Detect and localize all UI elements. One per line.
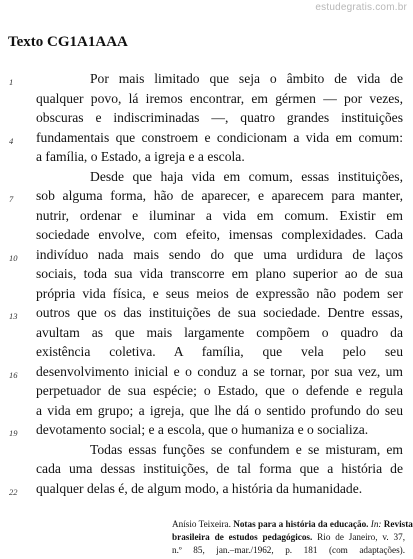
line-number: 4	[9, 135, 14, 146]
citation	[172, 518, 413, 557]
text-line	[0, 89, 413, 109]
line-number: 19	[9, 428, 18, 438]
text-line	[0, 303, 413, 323]
line-text: perpetuador de sua espécie; o Estado, que o defende e regula	[36, 383, 403, 398]
text-title: Texto CG1A1AAA	[8, 34, 128, 50]
text-line	[0, 440, 413, 460]
text-line	[0, 479, 413, 499]
line-number: 1	[9, 77, 14, 87]
line-text: a família, o Estado, a igreja e a escola.	[36, 149, 245, 164]
text-line	[0, 420, 413, 440]
text-line	[0, 147, 413, 167]
line-text: avultam as que mais largamente compõem o quadro da	[36, 324, 403, 340]
line-number: 13	[9, 311, 18, 321]
line-text: indivíduo nada mais sendo do que uma urdidura de laços	[36, 246, 403, 262]
text-line	[0, 459, 413, 479]
text-line	[0, 284, 413, 304]
line-text: outros que os das instituições de sua sociedade. Dentre essas,	[36, 305, 403, 320]
line-text: a vida em grupo; a igreja, que lhe dá o sentido profundo do seu	[36, 402, 403, 418]
text-line	[0, 264, 413, 284]
text-line	[0, 225, 413, 245]
line-text: fundamentais que constroem e condicionam a vida em comum:	[36, 129, 403, 145]
text-line	[0, 401, 413, 421]
text-line	[0, 381, 413, 401]
citation-line-3: n.º 85, jan.–mar./1962, p. 181 (com adaptações).	[172, 545, 405, 555]
line-text: existência coletiva. A família, que vela pelo seu	[36, 344, 403, 359]
text-line	[0, 128, 413, 148]
citation-author: Anísio Teixeira.	[172, 519, 231, 529]
line-text: nutrir, ordenar e iluminar a vida em comum. Existir em	[36, 207, 403, 223]
text-line	[0, 323, 413, 343]
line-text: própria vida física, e seus meios de expressão não podem ser	[36, 285, 403, 301]
citation-line-1	[172, 518, 413, 531]
line-text: Todas essas funções se confundem e se misturam, em	[90, 441, 403, 457]
text-line	[0, 342, 413, 362]
line-number: 16	[9, 369, 18, 380]
citation-line-2	[172, 531, 405, 544]
text-line	[0, 186, 413, 206]
line-text: qualquer povo, lá iremos encontrar, em gérmen — por vezes,	[36, 90, 403, 106]
citation-place: Rio de Janeiro, v. 37,	[317, 532, 405, 542]
text-line	[0, 362, 413, 382]
line-text: desenvolvimento inicial e o conduz a se tornar, por sua vez, um	[36, 363, 403, 379]
line-number: 7	[9, 194, 14, 204]
line-text: sociedade envolve, com efeito, imensas complexidades. Cada	[36, 227, 403, 242]
citation-journal: brasileira de estudos pedagógicos.	[172, 532, 313, 542]
watermark: estudegratis.com.br	[315, 2, 407, 13]
line-number: 10	[9, 252, 18, 263]
text-line	[0, 108, 413, 128]
line-text: Por mais limitado que seja o âmbito de vida de	[90, 71, 403, 86]
line-text: qualquer delas é, de algum modo, a história da humanidade.	[36, 480, 363, 496]
citation-work: Notas para a história da educação.	[233, 519, 369, 529]
line-text: sob alguma forma, hão de aparecer, e aparecem para manter,	[36, 188, 403, 203]
line-text: Desde que haja vida em comum, essas instituições,	[90, 168, 403, 184]
text-line	[0, 206, 413, 226]
text-line	[0, 167, 413, 187]
line-text: obscuras e indiscriminadas —, quatro grandes instituições	[36, 110, 403, 125]
text-body	[0, 69, 413, 498]
text-line	[0, 245, 413, 265]
citation-in: In:	[370, 519, 382, 529]
citation-journal-start: Revista	[383, 519, 413, 529]
line-number: 22	[9, 486, 18, 497]
line-text: devotamento social; e a escola, que o humaniza e o socializa.	[36, 422, 369, 437]
text-line	[0, 69, 413, 89]
line-text: sociais, toda sua vida transcorre em plano superior ao de sua	[36, 266, 403, 281]
line-text: cada uma dessas instituições, de tal forma que a história de	[36, 461, 403, 476]
